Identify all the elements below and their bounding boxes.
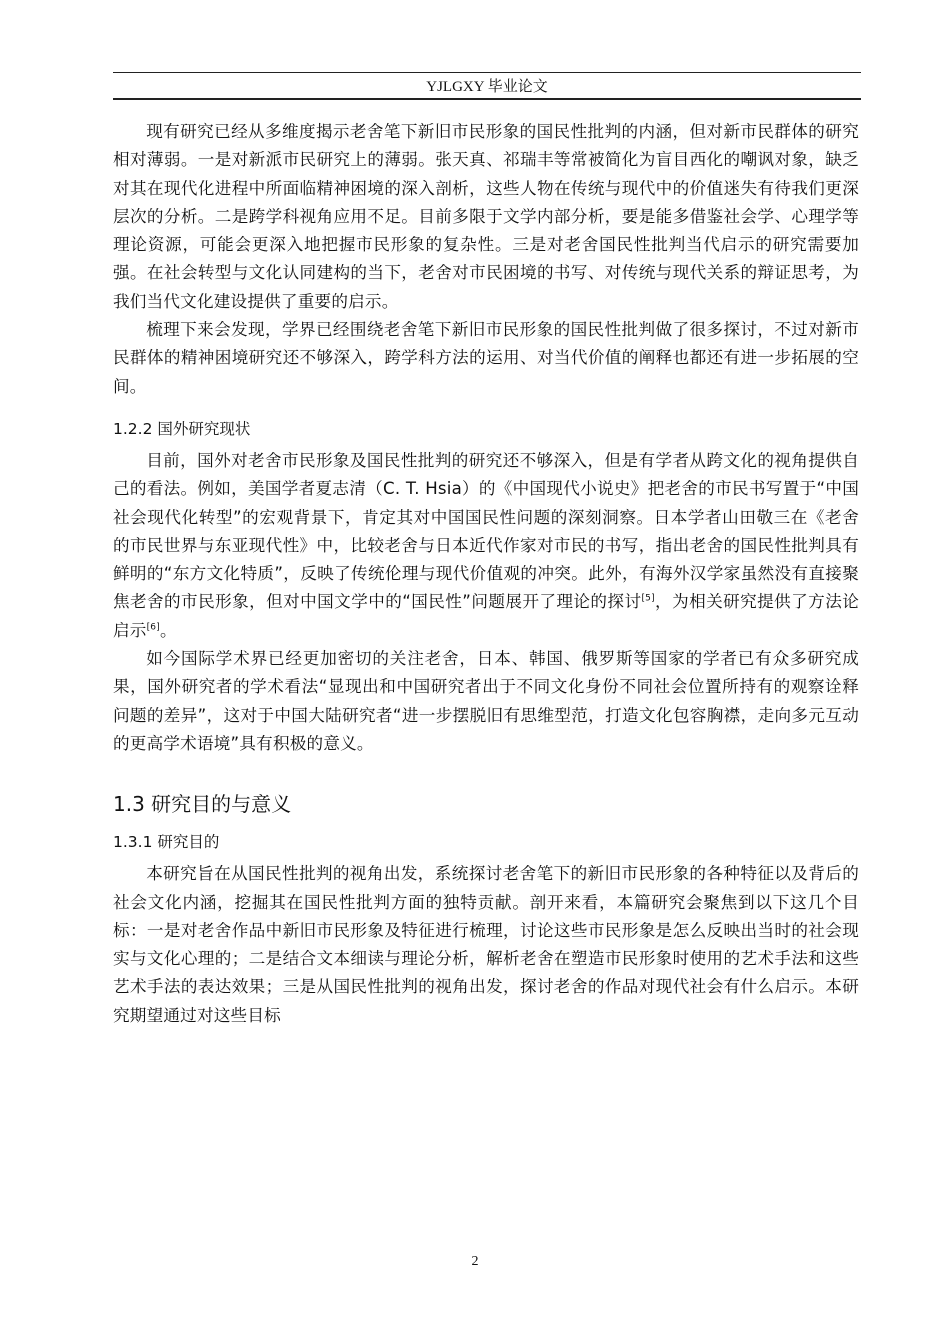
page-header: [113, 72, 861, 100]
paragraph-research-purpose: 本研究旨在从国民性批判的视角出发，系统探讨老舍笔下的新旧市民形象的各种特征以及背后的社会文化内涵，挖掘其在国民性批判方面的独特贡献。剖开来看，本篇研究会聚焦到以下这几个目标：一是对老舍作品中新旧市民形象及特征进行梳理，讨论这些市民形象是怎么反映出当时的社会现实与文化心理的；二是结合文本细读与理论分析，解析老舍在塑造市民形象时使用的艺术手法和这些艺术手法的表达效果；三是从国民性批判的视角出发，探讨老舍的作品对现代社会有什么启示。本研究期望通过对这些目标: [113, 864, 859, 1025]
page-body: [113, 118, 859, 1030]
paragraph-foreign-research: [113, 447, 859, 645]
paragraph-domestic-gaps: 现有研究已经从多维度揭示老舍笔下新旧市民形象的国民性批判的内涵，但对新市民群体的研究相对薄弱。一是对新派市民研究上的薄弱。张天真、祁瑞丰等常被简化为盲目西化的嘲讽对象，缺乏对其在现代化进程中所面临精神困境的深入剖析，这些人物在传统与现代中的价值迷失有待我们更深层次的分析。二是跨学科视角应用不足。目前多限于文学内部分析，要是能多借鉴社会学、心理学等理论资源，可能会更深入地把握市民形象的复杂性。三是对老舍国民性批判当代启示的研究需要加强。在社会转型与文化认同建构的当下，老舍对市民困境的书写、对传统与现代关系的辩证思考，为我们当代文化建设提供了重要的启示。: [113, 122, 859, 311]
citation-ref-5: [5]: [641, 593, 655, 604]
text-run: 。: [159, 620, 177, 640]
header-title: YJLGXY 毕业论文: [426, 79, 548, 95]
paragraph-international-attention: 如今国际学术界已经更加密切的关注老舍，日本、韩国、俄罗斯等国家的学者已有众多研究成果，国外研究者的学术看法“显现出和中国研究者出于不同文化身份不同社会位置所持有的观察诠释问题的差异”，这对于中国大陆研究者“进一步摆脱旧有思维型范，打造文化包容胸襟，走向多元互动的更高学术语境”具有积极的意义。: [113, 649, 859, 753]
section-heading-1-3: 1.3 研究目的与意义: [113, 792, 292, 817]
section-heading-1-3-1: 1.3.1 研究目的: [113, 833, 220, 852]
paragraph-domestic-summary: 梳理下来会发现，学界已经围绕老舍笔下新旧市民形象的国民性批判做了很多探讨，不过对新市民群体的精神困境研究还不够深入，跨学科方法的运用、对当代价值的阐释也都还有进一步拓展的空间。: [113, 320, 859, 396]
text-run: 目前，国外对老舍市民形象及国民性批判的研究还不够深入，但是有学者从跨文化的视角提供自己的看法。例如，美国学者夏志清（C. T. Hsia）的《中国现代小说史》把老舍的市民书写置于“中国社会现代化转型”的宏观背景下，肯定其对中国国民性问题的深刻洞察。日本学者山田敬三在《老舍的市民世界与东亚现代性》中，比较老舍与日本近代作家对市民的书写，指出老舍的国民性批判具有鲜明的“东方文化特质”，反映了传统伦理与现代价值观的冲突。此外，有海外汉学家虽然没有直接聚焦老舍的市民形象，但对中国文学中的“国民性”问题展开了理论的探讨: [113, 450, 859, 612]
page-number: 2: [471, 1254, 479, 1269]
header-rule-bottom: [113, 98, 861, 100]
text-run: ，为相关研究提供了方法论启示: [113, 592, 859, 640]
citation-ref-6: [6]: [146, 622, 160, 633]
section-heading-1-2-2: 1.2.2 国外研究现状: [113, 419, 251, 438]
